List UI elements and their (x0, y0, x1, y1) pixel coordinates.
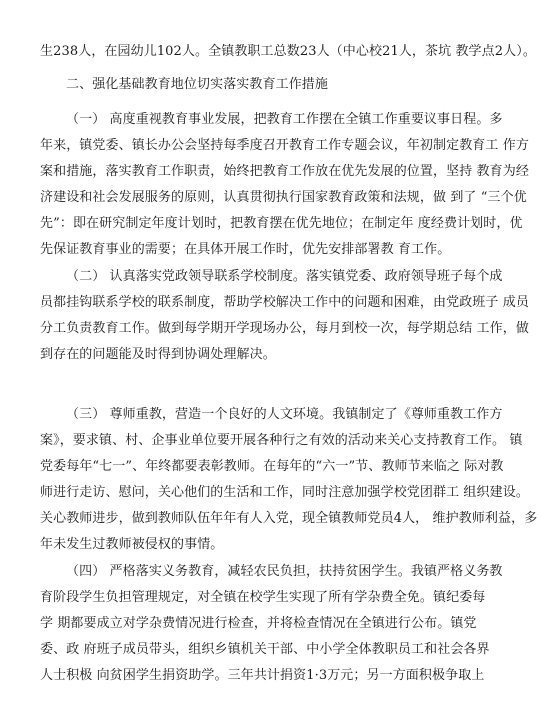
text-line: 党委每年“七一”、年终都要表彰教师。在每年的“六一”节、教师节来临之 际对教 (40, 459, 504, 474)
text-line: 师进行走访、慰问，关心他们的生活和工作，同时注意加强学校党团群工 组织建设。 (40, 485, 529, 500)
text-line: 分工负责教育工作。做到每学期开学现场办公，每月到校一次，每学期总结 工作，做 (40, 321, 529, 336)
text-line: （一） 高度重视教育事业发展，把教育工作摆在全镇工作重要议事日程。多 (66, 112, 503, 127)
text-line: （二） 认真落实党政领导联系学校制度。落实镇党委、政府领导班子每个成 (66, 269, 503, 284)
text-line: 案》，要求镇、村、企事业单位要开展各种行之有效的活动来关心支持教育工作。 镇 (40, 433, 523, 448)
text-line: 育阶段学生负担管理规定，对全镇在校学生实现了所有学杂费全免。镇纪委每 (40, 590, 486, 605)
text-line: （四） 严格落实义务教育，减轻农民负担，扶持贫困学生。我镇严格义务教 (66, 564, 503, 579)
text-line: 员都挂钩联系学校的联系制度，帮助学校解决工作中的问题和困难，由党政班子 成员 (40, 295, 529, 310)
text-line: 济建设和社会发展服务的原则，认真贯彻执行国家教育政策和法规，做 到了 “三个优 (40, 190, 527, 205)
text-line: 人士积极 向贫困学生捐资助学。三年共计捐资1·3万元；另一方面积极争取上 (40, 668, 485, 683)
text-line: 委、政 府班子成员带头，组织乡镇机关干部、中小学全体教职员工和社会各界 (40, 642, 490, 657)
text-line: 先”：即在研究制定年度计划时，把教育摆在优先地位；在制定年 度经费计划时，优 (40, 216, 523, 231)
text-line: 学 期都要成立对学杂费情况进行检查，并将检查情况在全镇进行公布。镇党 (40, 616, 477, 631)
text-line: 年未发生过教师被侵权的事情。 (40, 537, 224, 552)
text-line: 关心教师进步，做到教师队伍年年有人入党，现全镇教师党员4人， 维护教师利益，多 (40, 511, 537, 526)
text-line: （三） 尊师重教，营造一个良好的人文环境。我镇制定了《尊师重教工作方 (66, 407, 503, 422)
text-line: 年来，镇党委、镇长办公会坚持每季度召开教育工作专题会议，年初制定教育工 作方 (40, 138, 529, 153)
section-heading: 二、强化基础教育地位切实落实教育工作措施 (66, 77, 329, 92)
text-line: 生238人，在园幼儿102人。全镇教职工总数23人（中心校21人，茶坑 教学点2人）。 (40, 44, 536, 59)
text-line: 先保证教育事业的需要；在具体开展工作时，优先安排部署教 育工作。 (40, 242, 451, 257)
text-line: 到存在的问题能及时得到协调处理解决。 (40, 347, 276, 362)
text-line: 案和措施，落实教育工作职责，始终把教育工作放在优先发展的位置，坚持 教育为经 (40, 164, 529, 179)
